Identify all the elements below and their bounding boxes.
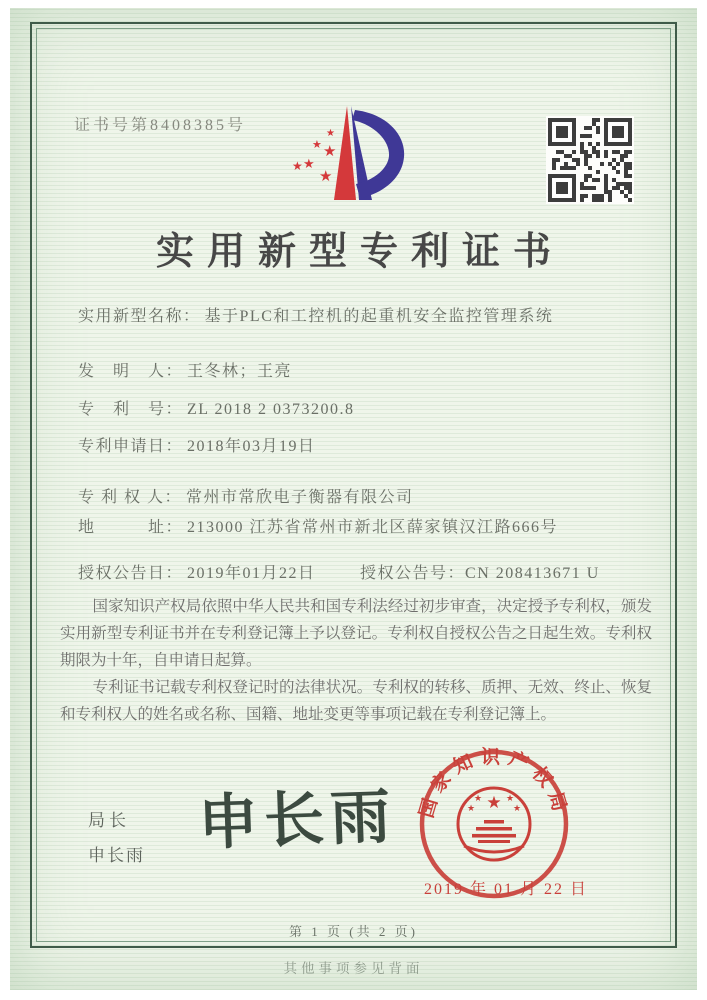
page-number: 第 1 页 (共 2 页) (289, 924, 418, 939)
logo-star-icon: ★ (312, 139, 322, 151)
field-grant-number (360, 560, 600, 583)
svg-text:★: ★ (512, 803, 522, 813)
body-paragraph-2: 专利证书记载专利权登记时的法律状况。专利权的转移、质押、无效、终止、恢复和专利权人的姓名或名称、国籍、地址变更等事项记载在专利登记簿上。 (60, 679, 652, 723)
back-side-note: 其他事项参见背面 (283, 961, 424, 976)
certificate-number: 证书号第8408385号 (74, 117, 247, 134)
director-title-label: 局长 (88, 811, 130, 830)
national-emblem-icon (458, 788, 530, 860)
logo-star-icon: ★ (292, 159, 303, 173)
svg-text:★: ★ (486, 793, 502, 812)
field-value: 2018年03月19日 (187, 438, 316, 455)
certificate-body-text (60, 593, 652, 728)
svg-text:★: ★ (466, 803, 476, 813)
qr-code (546, 116, 634, 204)
field-value: 基于PLC和工控机的起重机安全监控管理系统 (204, 308, 554, 325)
director-name-label: 申长雨 (88, 846, 145, 865)
field-utility-model-name (78, 303, 553, 326)
field-grant-date (78, 560, 316, 583)
seal-date: 2019 年 01 月 22 日 (424, 881, 589, 898)
field-label: 授权公告号： (360, 565, 466, 582)
director-handwritten-signature: 申长雨 (197, 783, 398, 857)
logo-star-icon: ★ (319, 169, 333, 185)
field-value: 常州市常欣电子衡器有限公司 (186, 489, 414, 506)
field-label: 发 明 人： (78, 363, 184, 380)
seal-arc-text: 国家知识产权局 (416, 746, 572, 821)
field-value: ZL 2018 2 0373200.8 (187, 401, 355, 418)
field-label: 专利申请日： (78, 438, 184, 455)
svg-text:★: ★ (505, 793, 515, 803)
cnipa-logo-icon (292, 102, 462, 214)
field-label: 专 利 权 人： (78, 489, 183, 506)
field-patent-number (78, 396, 354, 419)
field-address (78, 514, 558, 537)
field-patentee (78, 484, 414, 507)
logo-star-icon: ★ (323, 144, 337, 160)
field-label: 地 址： (78, 519, 184, 536)
field-label: 授权公告日： (78, 565, 184, 582)
body-paragraph-1: 国家知识产权局依照中华人民共和国专利法经过初步审查，决定授予专利权，颁发实用新型专利证书并在专利登记簿上予以登记。专利权自授权公告之日起生效。专利权期限为十年，自申请日起算。 (60, 598, 652, 669)
cnipa-logo-shape (292, 102, 462, 214)
field-value: 213000 江苏省常州市新北区薛家镇汉江路666号 (187, 519, 559, 536)
field-label: 专 利 号： (78, 401, 184, 418)
field-value: 2019年01月22日 (187, 565, 316, 582)
field-application-date (78, 433, 316, 456)
field-value: 王冬林；王亮 (187, 363, 293, 380)
logo-star-icon: ★ (326, 128, 335, 139)
svg-text:★: ★ (473, 793, 483, 803)
certificate-title: 实用新型专利证书 (155, 231, 564, 273)
field-value: CN 208413671 U (465, 565, 600, 582)
field-label: 实用新型名称： (78, 308, 201, 325)
logo-star-icon: ★ (303, 156, 315, 171)
field-inventors (78, 358, 292, 381)
